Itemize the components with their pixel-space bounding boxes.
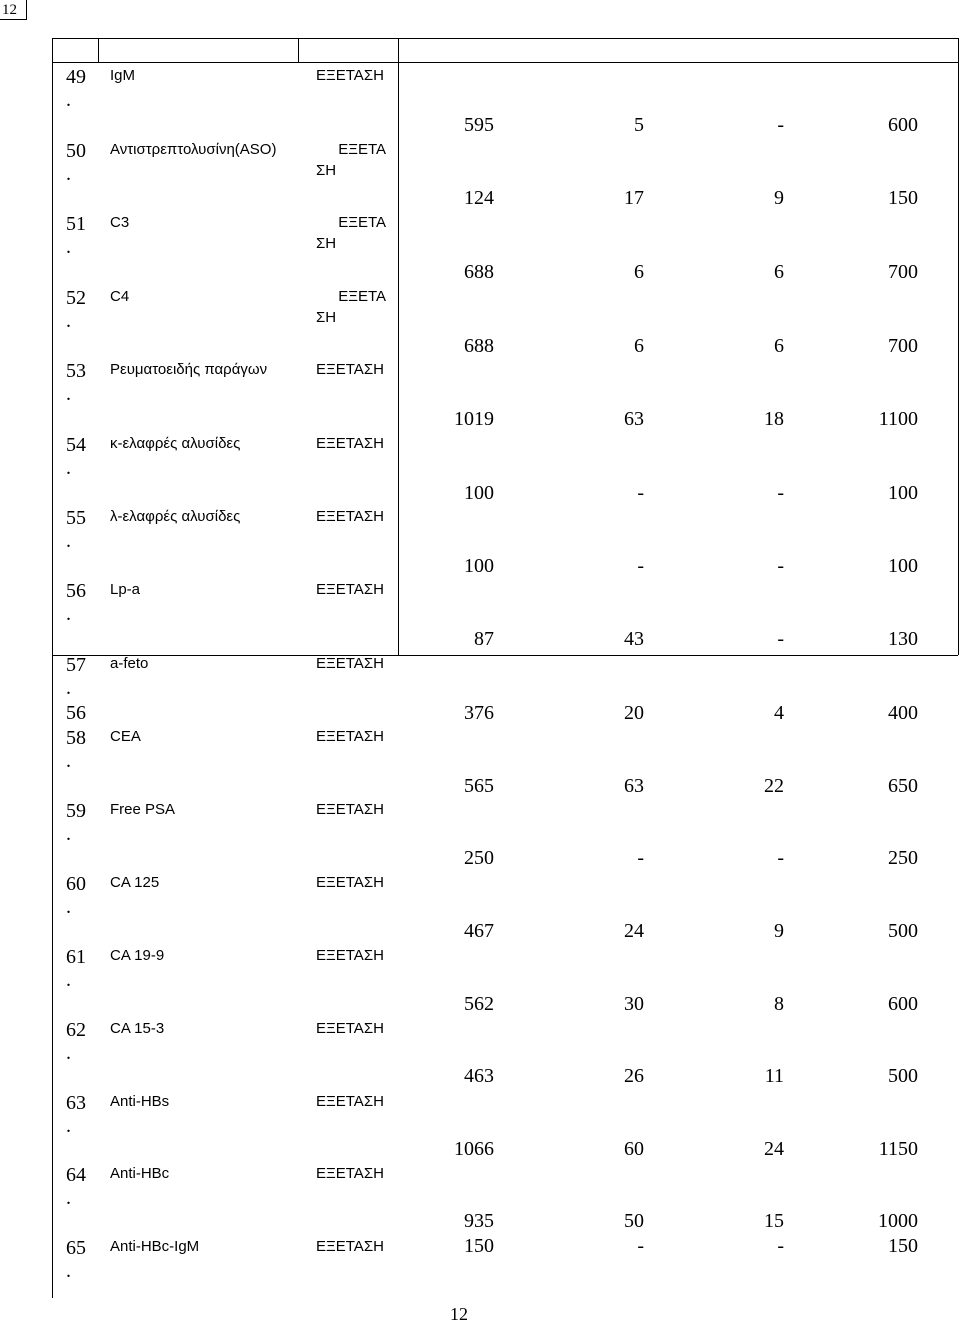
value-col-4: 500 [888, 1065, 918, 1087]
value-col-4: 150 [888, 1235, 918, 1257]
exam-type-label: ΕΞΕΤΑΣΗ [316, 801, 384, 818]
exam-type-label: ΕΞΕΤΑΣΗ [316, 581, 384, 598]
value-col-3: 18 [764, 408, 784, 430]
value-col-1: 1019 [454, 408, 494, 430]
row-number-dot: . [66, 1115, 71, 1137]
exam-type-label: ΕΞΕΤΑΣΗ [316, 1238, 384, 1255]
value-col-3: - [777, 555, 784, 577]
value-col-1: 562 [464, 993, 494, 1015]
exam-type-part-1: ΕΞΕΤΑ [338, 141, 386, 158]
value-col-2: - [637, 1235, 644, 1257]
value-col-4: 600 [888, 993, 918, 1015]
value-col-4: 150 [888, 187, 918, 209]
table-top-border [52, 38, 958, 39]
value-col-1: 565 [464, 775, 494, 797]
value-col-3: 8 [774, 993, 784, 1015]
row-number-dot: . [66, 603, 71, 625]
row-number-dot: . [66, 823, 71, 845]
value-col-3: 15 [764, 1210, 784, 1232]
test-name: CA 19-9 [110, 947, 165, 964]
value-col-1: 100 [464, 482, 494, 504]
row-number: 59 [66, 800, 86, 822]
value-col-4: 700 [888, 335, 918, 357]
test-name: IgM [110, 67, 136, 84]
right-block-right-border [958, 62, 959, 655]
row-number: 65 [66, 1237, 86, 1259]
value-col-4: 400 [888, 702, 918, 724]
exam-type-label: ΕΞΕΤΑΣΗ [316, 435, 384, 452]
left-block-right-border [398, 62, 399, 655]
row-number-dot: . [66, 310, 71, 332]
row-number: 55 [66, 507, 86, 529]
row-number: 57 [66, 654, 86, 676]
value-col-4: 250 [888, 847, 918, 869]
value-col-1: 150 [464, 1235, 494, 1257]
exam-type-label: ΕΞΕΤΑΣΗ [316, 67, 384, 84]
row-number: 50 [66, 140, 86, 162]
row-number: 53 [66, 360, 86, 382]
value-col-1: 688 [464, 261, 494, 283]
header-divider-2 [298, 38, 299, 62]
row-number: 60 [66, 873, 86, 895]
value-col-4: 1000 [878, 1210, 918, 1232]
test-name: CA 125 [110, 874, 160, 891]
row-number-dot: . [66, 1260, 71, 1282]
value-col-1: 467 [464, 920, 494, 942]
test-name: C3 [110, 214, 130, 231]
value-col-4: 130 [888, 628, 918, 650]
value-col-2: 50 [624, 1210, 644, 1232]
test-name: λ-ελαφρές αλυσίδες [110, 508, 241, 525]
value-col-2: 24 [624, 920, 644, 942]
value-col-4: 700 [888, 261, 918, 283]
value-col-2: 20 [624, 702, 644, 724]
exam-type-part-1: ΕΞΕΤΑ [338, 288, 386, 305]
value-col-2: 63 [624, 775, 644, 797]
exam-type-label [316, 286, 386, 328]
header-divider-right [958, 38, 959, 62]
row-number: 64 [66, 1164, 86, 1186]
test-name: Free PSA [110, 801, 176, 818]
test-name: Anti-HBc-IgM [110, 1238, 200, 1255]
value-col-2: 43 [624, 628, 644, 650]
test-name: Lp-a [110, 581, 141, 598]
test-name: Anti-HBc [110, 1165, 170, 1182]
row-number-dot: . [66, 236, 71, 258]
test-name: C4 [110, 288, 130, 305]
value-col-2: 6 [634, 335, 644, 357]
value-col-4: 100 [888, 555, 918, 577]
value-col-1: 1066 [454, 1138, 494, 1160]
value-col-4: 100 [888, 482, 918, 504]
value-col-3: 6 [774, 335, 784, 357]
value-col-3: 9 [774, 920, 784, 942]
row-number-dot: . [66, 750, 71, 772]
value-col-2: 26 [624, 1065, 644, 1087]
value-col-1: 935 [464, 1210, 494, 1232]
row-number: 61 [66, 946, 86, 968]
row-number-dot: . [66, 1042, 71, 1064]
row-number-dot: . [66, 677, 71, 699]
value-col-3: - [777, 847, 784, 869]
value-col-3: 9 [774, 187, 784, 209]
value-col-2: 6 [634, 261, 644, 283]
value-col-3: 22 [764, 775, 784, 797]
value-col-4: 1150 [878, 1138, 918, 1160]
test-name: Αντιστρεπτολυσίνη(ASO) [110, 141, 277, 158]
exam-table [52, 38, 959, 1298]
row-number-dot: . [66, 969, 71, 991]
page-number-bottom: 12 [450, 1304, 468, 1324]
row-number: 51 [66, 213, 86, 235]
value-col-3: - [777, 1235, 784, 1257]
exam-type-part-1: ΕΞΕΤΑ [338, 214, 386, 231]
exam-type-label: ΕΞΕΤΑΣΗ [316, 1093, 384, 1110]
exam-type-part-2: ΣΗ [316, 309, 337, 326]
row-number-dot: . [66, 530, 71, 552]
value-col-2: 60 [624, 1138, 644, 1160]
value-col-2: - [637, 482, 644, 504]
value-col-4: 1100 [878, 408, 918, 430]
row-number: 54 [66, 434, 86, 456]
test-name: a-feto [110, 655, 149, 672]
page-number-top: 12 [0, 0, 27, 20]
value-col-4: 600 [888, 114, 918, 136]
row-number: 56 [66, 580, 86, 602]
value-col-1: 100 [464, 555, 494, 577]
row-number: 62 [66, 1019, 86, 1041]
row-number: 63 [66, 1092, 86, 1114]
value-col-3: 24 [764, 1138, 784, 1160]
row-number: 52 [66, 287, 86, 309]
row-number: 58 [66, 727, 86, 749]
value-col-1: 463 [464, 1065, 494, 1087]
test-name: Ρευματοειδής παράγων [110, 361, 268, 378]
row-number-dot: . [66, 163, 71, 185]
row-number-dot: . [66, 457, 71, 479]
stray-row-number: 56 [66, 702, 86, 724]
exam-type-label: ΕΞΕΤΑΣΗ [316, 655, 384, 672]
test-name: CEA [110, 728, 141, 745]
row-number: 49 [66, 66, 86, 88]
table-header-bottom [52, 62, 958, 63]
test-name: CA 15-3 [110, 1020, 165, 1037]
value-col-3: 6 [774, 261, 784, 283]
value-col-1: 87 [474, 628, 494, 650]
row-number-dot: . [66, 89, 71, 111]
exam-type-label: ΕΞΕΤΑΣΗ [316, 508, 384, 525]
value-col-3: 4 [774, 702, 784, 724]
exam-type-label: ΕΞΕΤΑΣΗ [316, 874, 384, 891]
value-col-2: - [637, 847, 644, 869]
exam-type-label: ΕΞΕΤΑΣΗ [316, 728, 384, 745]
exam-type-part-2: ΣΗ [316, 162, 337, 179]
value-col-3: - [777, 482, 784, 504]
test-name: κ-ελαφρές αλυσίδες [110, 435, 241, 452]
value-col-3: 11 [764, 1065, 784, 1087]
exam-type-label [316, 212, 386, 254]
header-divider-3 [398, 38, 399, 62]
header-divider-1 [98, 38, 99, 62]
value-col-4: 500 [888, 920, 918, 942]
value-col-3: - [777, 628, 784, 650]
value-col-2: - [637, 555, 644, 577]
value-col-1: 595 [464, 114, 494, 136]
value-col-3: - [777, 114, 784, 136]
row-number-dot: . [66, 1187, 71, 1209]
exam-type-label: ΕΞΕΤΑΣΗ [316, 947, 384, 964]
exam-type-label [316, 139, 386, 181]
row-number-dot: . [66, 896, 71, 918]
row-number-dot: . [66, 383, 71, 405]
exam-type-label: ΕΞΕΤΑΣΗ [316, 361, 384, 378]
value-col-1: 688 [464, 335, 494, 357]
test-name: Anti-HBs [110, 1093, 170, 1110]
value-col-4: 650 [888, 775, 918, 797]
value-col-2: 5 [634, 114, 644, 136]
exam-type-label: ΕΞΕΤΑΣΗ [316, 1165, 384, 1182]
value-col-2: 63 [624, 408, 644, 430]
value-col-1: 250 [464, 847, 494, 869]
left-block-bottom [52, 655, 958, 656]
exam-type-label: ΕΞΕΤΑΣΗ [316, 1020, 384, 1037]
value-col-1: 376 [464, 702, 494, 724]
exam-type-part-2: ΣΗ [316, 235, 337, 252]
value-col-2: 30 [624, 993, 644, 1015]
value-col-1: 124 [464, 187, 494, 209]
value-col-2: 17 [624, 187, 644, 209]
